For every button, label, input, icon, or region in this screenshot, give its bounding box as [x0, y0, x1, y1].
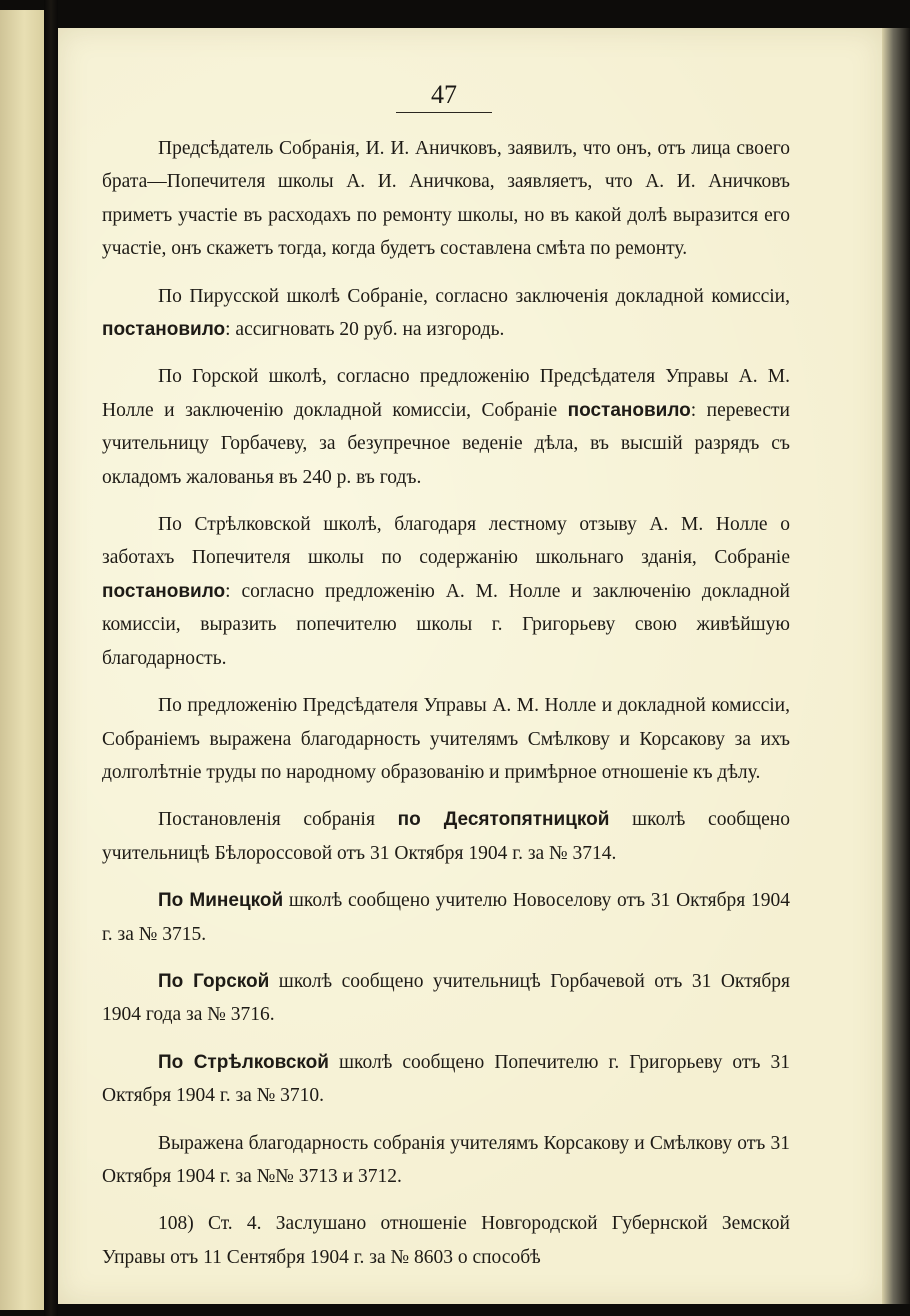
- paragraph-gorskaya-notice: По Горской школѣ сообщено учительницѣ Горбачевой отъ 31 Октября 1904 года за № 3716.: [102, 970, 790, 1026]
- paragraph-strelkovskaya-notice: По Стрѣлковской школѣ сообщено Попечителю г. Григорьеву отъ 31 Октября 1904 г. за № 3710.: [102, 1051, 790, 1107]
- right-page-edge: [882, 28, 910, 1304]
- paragraph-chairman-statement: Предсѣдатель Собранія, И. И. Аничковъ, заявилъ, что онъ, отъ лица своего брата—Попечителя школы А. И. Аничкова, заявляетъ, что А. И. Аничковъ приметъ участіе въ расходахъ по ремонту школы, но въ какой долѣ выразится его участіе, онъ скажетъ тогда, когда будетъ составлена смѣта по ремонту.: [102, 138, 790, 260]
- paragraph-pirusskaya-school: По Пирусской школѣ Собраніе, согласно заключенія докладной комиссіи, постановило: ассигновать 20 руб. на изгородь.: [102, 285, 790, 341]
- page-number-rule: [396, 112, 492, 113]
- facing-page-edge: [0, 10, 44, 1310]
- page-number: 47: [431, 80, 457, 109]
- document-page: [58, 28, 882, 1304]
- paragraph-strelkovskaya-school: По Стрѣлковской школѣ, благодаря лестному отзыву А. М. Нолле о заботахъ Попечителя школы по содержанію школьнаго зданія, Собраніе постановило: согласно предложенію А. М. Нолле и заключенію докладной комиссіи, выразить попечителю школы г. Григорьеву свою живѣйшую благодарность.: [102, 514, 790, 669]
- paragraph-minetskaya-school: По Минецкой школѣ сообщено учителю Новоселову отъ 31 Октября 1904 г. за № 3715.: [102, 890, 790, 945]
- paragraph-desyatopyatnitskaya-school: Постановленія собранія по Десятопятницкой школѣ сообщено учительницѣ Бѣлороссовой отъ 31 Октября 1904 г. за № 3714.: [102, 809, 790, 864]
- document-body: [102, 132, 790, 1288]
- paragraph-gorskaya-school: По Горской школѣ, согласно предложенію Предсѣдателя Управы А. М. Нолле и заключенію докладной комиссіи, Собраніе постановило: перевести учительницу Горбачеву, за безупречное веденіе дѣла, въ высшій разрядъ съ окладомъ жалованья въ 240 р. въ годъ.: [102, 366, 790, 488]
- book-gutter: [44, 0, 58, 1316]
- paragraph-item-108: 108) Ст. 4. Заслушано отношеніе Новгородской Губернской Земской Управы отъ 11 Сентября 1904 г. за № 8603 о способѣ: [102, 1213, 790, 1268]
- paragraph-teachers-gratitude: По предложенію Предсѣдателя Управы А. М. Нолле и докладной комиссіи, Собраніемъ выражена благодарность учителямъ Смѣлкову и Корсакову за ихъ долголѣтніе труды по народному образованію и примѣрное отношеніе къ дѣлу.: [102, 695, 790, 783]
- paragraph-gratitude-notice: Выражена благодарность собранія учителямъ Корсакову и Смѣлкову отъ 31 Октября 1904 г. за №№ 3713 и 3712.: [102, 1132, 790, 1187]
